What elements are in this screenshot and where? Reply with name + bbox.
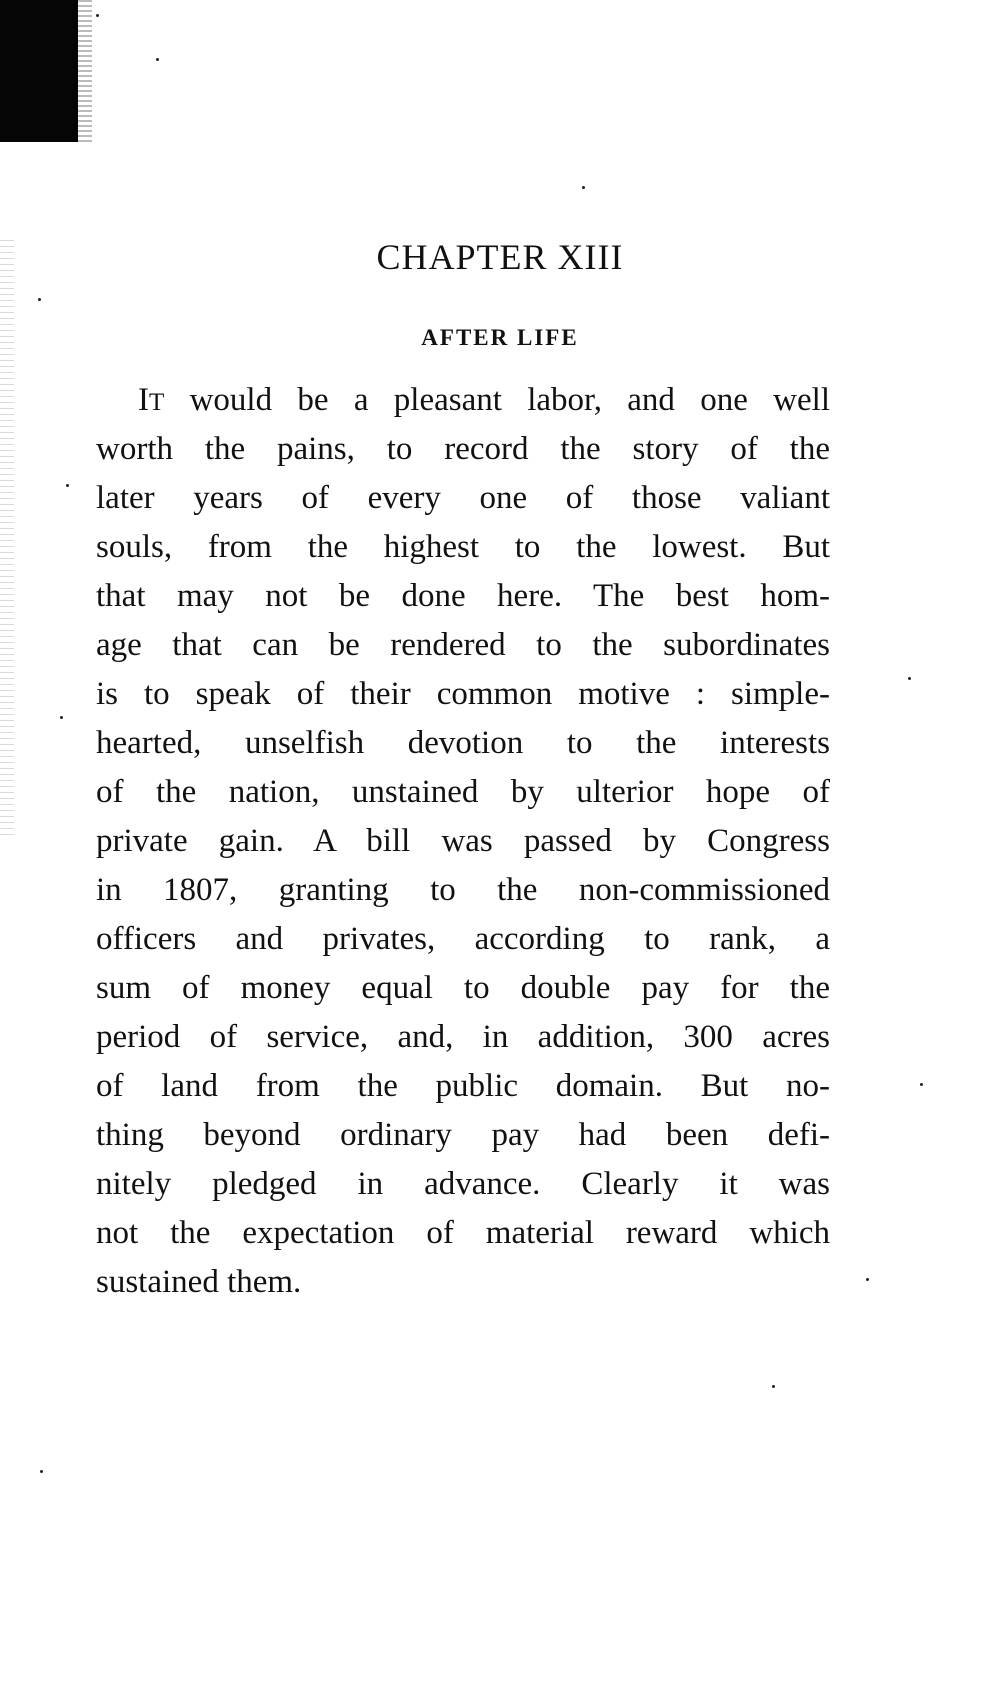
text-line: officers and privates, according to rank, a <box>96 921 830 957</box>
text-line: period of service, and, in addition, 300 acres <box>96 1019 830 1055</box>
drop-cap: I <box>138 382 149 418</box>
text-line: souls, from the highest to the lowest. But <box>96 529 830 565</box>
scan-speck <box>38 298 41 301</box>
chapter-title: CHAPTER XIII <box>376 237 624 277</box>
scan-speck <box>908 677 911 680</box>
text-line: sum of money equal to double pay for the <box>96 970 830 1006</box>
scan-speck <box>66 484 69 487</box>
text-line: in 1807, granting to the non-commissioned <box>96 872 830 908</box>
text-line: hearted, unselfish devotion to the interests <box>96 725 830 761</box>
scan-speck <box>60 716 63 719</box>
text-line: of land from the public domain. But no- <box>96 1068 830 1104</box>
text-line: not the expectation of material reward which <box>96 1215 830 1251</box>
text-line: private gain. A bill was passed by Congress <box>96 823 830 859</box>
text-line: thing beyond ordinary pay had been defi- <box>96 1117 830 1153</box>
text-line: nitely pledged in advance. Clearly it was <box>96 1166 830 1202</box>
scan-speck <box>866 1278 869 1281</box>
text-line: later years of every one of those valiant <box>96 480 830 516</box>
text-line: is to speak of their common motive : simple- <box>96 676 830 712</box>
scan-speck <box>156 58 159 61</box>
text-line <box>96 376 830 425</box>
small-cap: T <box>149 389 165 416</box>
body-paragraph <box>96 376 830 1307</box>
text-line: worth the pains, to record the story of the <box>96 431 830 467</box>
text-line: sustained them. <box>96 1264 302 1300</box>
scan-speck <box>582 186 585 189</box>
scan-speck <box>96 14 99 17</box>
text-line: that may not be done here. The best hom- <box>96 578 830 614</box>
scan-speck <box>920 1083 923 1086</box>
chapter-subtitle: AFTER LIFE <box>421 325 579 350</box>
scan-binding-shadow <box>0 0 78 142</box>
text-line-content: would be a pleasant labor, and one well <box>164 382 830 418</box>
text-line: of the nation, unstained by ulterior hope of <box>96 774 830 810</box>
scan-speck <box>40 1470 43 1473</box>
scan-speck <box>772 1385 775 1388</box>
text-line: age that can be rendered to the subordinates <box>96 627 830 663</box>
